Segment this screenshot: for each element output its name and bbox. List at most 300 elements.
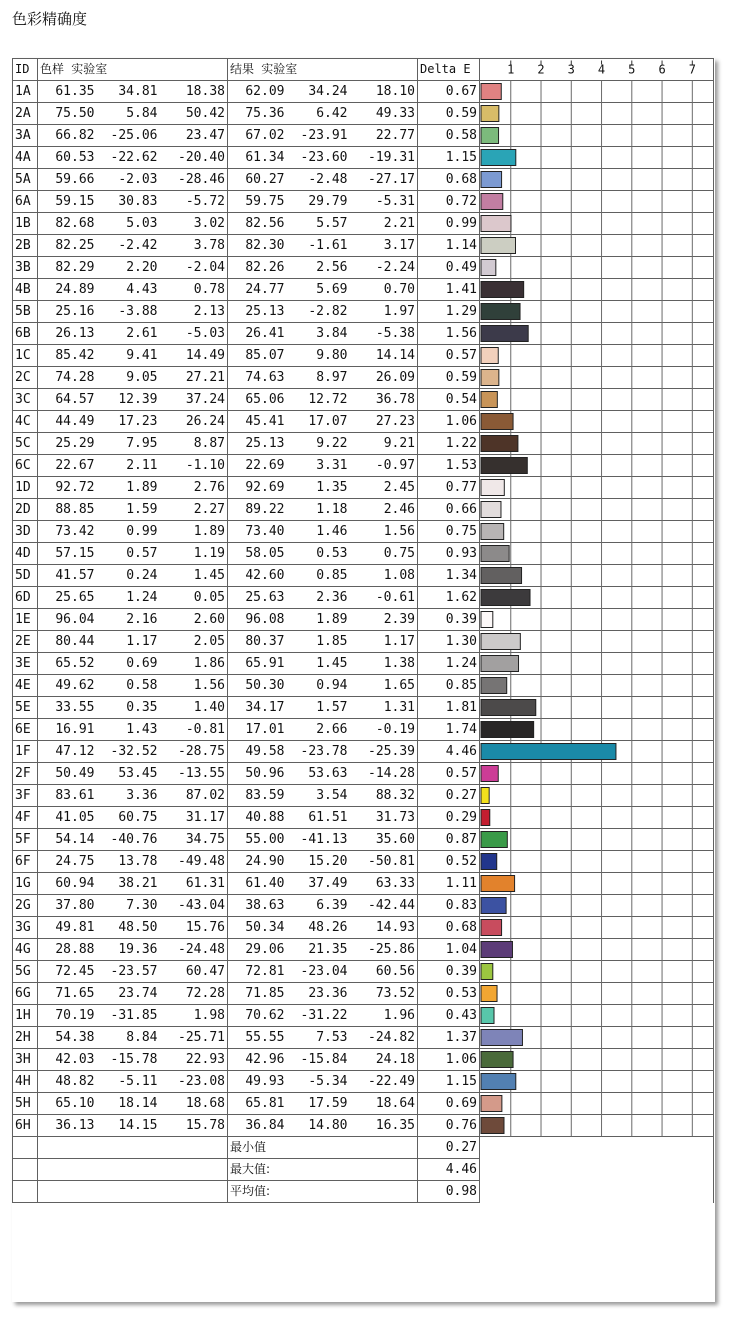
patch-id: 3A (13, 125, 38, 147)
sample-lab-b: 31.17 (160, 807, 228, 829)
result-lab-a: 1.18 (287, 499, 350, 521)
result-lab-a: 0.94 (287, 675, 350, 697)
sample-lab-b: 1.98 (160, 1005, 228, 1027)
delta-e-value: 0.67 (418, 81, 480, 103)
patch-id: 3F (13, 785, 38, 807)
sample-lab-l: 57.15 (38, 543, 97, 565)
bar-4b (481, 282, 524, 298)
result-lab-l: 82.26 (228, 257, 287, 279)
sample-lab-a: 0.35 (97, 697, 160, 719)
result-lab-b: 27.23 (350, 411, 418, 433)
delta-e-value: 0.39 (418, 609, 480, 631)
patch-id: 3D (13, 521, 38, 543)
delta-e-value: 1.34 (418, 565, 480, 587)
sample-lab-l: 50.49 (38, 763, 97, 785)
result-lab-a: 17.07 (287, 411, 350, 433)
result-lab-a: -2.82 (287, 301, 350, 323)
delta-e-value: 0.27 (418, 785, 480, 807)
header-delta: Delta E (418, 59, 480, 81)
delta-e-value: 0.93 (418, 543, 480, 565)
bar-4c (481, 414, 513, 430)
result-lab-l: 50.30 (228, 675, 287, 697)
result-lab-a: 9.22 (287, 433, 350, 455)
delta-e-value: 0.29 (418, 807, 480, 829)
result-lab-b: -0.61 (350, 587, 418, 609)
result-lab-a: 2.66 (287, 719, 350, 741)
sample-lab-a: 17.23 (97, 411, 160, 433)
result-lab-l: 24.77 (228, 279, 287, 301)
bar-5d (481, 568, 522, 584)
sample-lab-l: 33.55 (38, 697, 97, 719)
tick-label: 6 (658, 62, 666, 77)
result-lab-b: 2.39 (350, 609, 418, 631)
sample-lab-l: 42.03 (38, 1049, 97, 1071)
sample-lab-a: -15.78 (97, 1049, 160, 1071)
bar-3c (481, 392, 497, 408)
result-lab-a: 15.20 (287, 851, 350, 873)
result-lab-b: 2.46 (350, 499, 418, 521)
sample-lab-b: 2.76 (160, 477, 228, 499)
patch-id: 3G (13, 917, 38, 939)
result-lab-l: 29.06 (228, 939, 287, 961)
patch-id: 4F (13, 807, 38, 829)
patch-id: 3E (13, 653, 38, 675)
patch-id: 1B (13, 213, 38, 235)
result-lab-b: 1.56 (350, 521, 418, 543)
bar-5c (481, 436, 518, 452)
delta-e-value: 1.81 (418, 697, 480, 719)
sample-lab-b: -24.48 (160, 939, 228, 961)
bar-5h (481, 1096, 502, 1112)
result-lab-b: 1.65 (350, 675, 418, 697)
patch-id: 4E (13, 675, 38, 697)
sample-lab-b: -25.71 (160, 1027, 228, 1049)
result-lab-a: 17.59 (287, 1093, 350, 1115)
result-lab-a: 1.46 (287, 521, 350, 543)
delta-e-value: 0.72 (418, 191, 480, 213)
patch-id: 4B (13, 279, 38, 301)
sample-lab-a: 0.24 (97, 565, 160, 587)
sample-lab-b: -23.08 (160, 1071, 228, 1093)
delta-e-value: 0.57 (418, 345, 480, 367)
sample-lab-a: 34.81 (97, 81, 160, 103)
patch-id: 1E (13, 609, 38, 631)
patch-id: 5G (13, 961, 38, 983)
sample-lab-l: 25.29 (38, 433, 97, 455)
sample-lab-l: 96.04 (38, 609, 97, 631)
delta-e-value: 1.11 (418, 873, 480, 895)
bar-3g (481, 920, 502, 936)
delta-e-value: 0.87 (418, 829, 480, 851)
sample-lab-l: 65.52 (38, 653, 97, 675)
sample-lab-l: 83.61 (38, 785, 97, 807)
result-lab-l: 42.60 (228, 565, 287, 587)
delta-e-value: 0.66 (418, 499, 480, 521)
sample-lab-b: 1.19 (160, 543, 228, 565)
result-lab-a: 1.45 (287, 653, 350, 675)
delta-e-value: 0.49 (418, 257, 480, 279)
result-lab-a: 23.36 (287, 983, 350, 1005)
bar-3d (481, 524, 504, 540)
result-lab-a: 6.39 (287, 895, 350, 917)
patch-id: 5F (13, 829, 38, 851)
result-lab-b: -24.82 (350, 1027, 418, 1049)
patch-id: 1C (13, 345, 38, 367)
sample-lab-a: -32.52 (97, 741, 160, 763)
result-lab-a: 3.31 (287, 455, 350, 477)
sample-lab-a: 30.83 (97, 191, 160, 213)
sample-lab-l: 73.42 (38, 521, 97, 543)
delta-e-value: 0.59 (418, 367, 480, 389)
result-lab-a: 37.49 (287, 873, 350, 895)
result-lab-b: -0.19 (350, 719, 418, 741)
bar-5b (481, 304, 520, 320)
result-lab-b: 22.77 (350, 125, 418, 147)
result-lab-b: 0.70 (350, 279, 418, 301)
result-lab-l: 49.58 (228, 741, 287, 763)
sample-lab-b: 1.40 (160, 697, 228, 719)
bar-1h (481, 1008, 494, 1024)
result-lab-l: 65.06 (228, 389, 287, 411)
patch-id: 2F (13, 763, 38, 785)
patch-id: 2H (13, 1027, 38, 1049)
patch-id: 6F (13, 851, 38, 873)
result-lab-a: 5.57 (287, 213, 350, 235)
delta-e-value: 0.76 (418, 1115, 480, 1137)
patch-id: 3H (13, 1049, 38, 1071)
sample-lab-a: 60.75 (97, 807, 160, 829)
bar-3b (481, 260, 496, 276)
sample-lab-l: 16.91 (38, 719, 97, 741)
sample-lab-b: -28.75 (160, 741, 228, 763)
patch-id: 5H (13, 1093, 38, 1115)
sample-lab-b: 34.75 (160, 829, 228, 851)
bar-2h (481, 1030, 522, 1046)
result-lab-b: -25.39 (350, 741, 418, 763)
sample-lab-b: 22.93 (160, 1049, 228, 1071)
tick-label: 4 (597, 62, 606, 77)
tick-label: 7 (688, 62, 696, 77)
result-lab-b: -22.49 (350, 1071, 418, 1093)
sample-lab-a: 1.43 (97, 719, 160, 741)
delta-e-value: 1.53 (418, 455, 480, 477)
bar-6d (481, 590, 530, 606)
result-lab-b: -5.38 (350, 323, 418, 345)
sample-lab-l: 65.10 (38, 1093, 97, 1115)
result-lab-b: 14.14 (350, 345, 418, 367)
sample-lab-l: 48.82 (38, 1071, 97, 1093)
summary-label: 平均值: (228, 1181, 418, 1203)
bar-3e (481, 656, 519, 672)
result-lab-b: 16.35 (350, 1115, 418, 1137)
result-lab-a: -5.34 (287, 1071, 350, 1093)
result-lab-b: 36.78 (350, 389, 418, 411)
patch-id: 1G (13, 873, 38, 895)
header-result: 结果 实验室 (228, 59, 418, 81)
sample-lab-b: 27.21 (160, 367, 228, 389)
result-lab-a: 2.56 (287, 257, 350, 279)
bar-4f (481, 810, 490, 826)
patch-id: 6D (13, 587, 38, 609)
patch-id: 2G (13, 895, 38, 917)
sample-lab-l: 26.13 (38, 323, 97, 345)
patch-id: 1F (13, 741, 38, 763)
result-lab-l: 40.88 (228, 807, 287, 829)
bar-2c (481, 370, 499, 386)
result-lab-b: 73.52 (350, 983, 418, 1005)
result-lab-l: 96.08 (228, 609, 287, 631)
delta-e-value: 0.52 (418, 851, 480, 873)
result-lab-a: 5.69 (287, 279, 350, 301)
sample-lab-b: -5.72 (160, 191, 228, 213)
result-lab-a: 9.80 (287, 345, 350, 367)
sample-lab-a: 4.43 (97, 279, 160, 301)
result-lab-a: -23.91 (287, 125, 350, 147)
bar-6e (481, 722, 534, 738)
delta-e-value: 1.30 (418, 631, 480, 653)
bar-2f (481, 766, 498, 782)
result-lab-l: 62.09 (228, 81, 287, 103)
result-lab-l: 55.55 (228, 1027, 287, 1049)
sample-lab-l: 70.19 (38, 1005, 97, 1027)
bar-5f (481, 832, 507, 848)
result-lab-b: 63.33 (350, 873, 418, 895)
patch-id: 3C (13, 389, 38, 411)
delta-e-value: 0.68 (418, 169, 480, 191)
result-lab-l: 85.07 (228, 345, 287, 367)
tick-label: 3 (567, 62, 575, 77)
result-lab-b: -27.17 (350, 169, 418, 191)
bar-4a (481, 150, 516, 166)
patch-id: 2E (13, 631, 38, 653)
result-lab-l: 25.13 (228, 301, 287, 323)
sample-lab-b: 60.47 (160, 961, 228, 983)
bar-2d (481, 502, 501, 518)
sample-lab-l: 59.15 (38, 191, 97, 213)
patch-id: 2A (13, 103, 38, 125)
result-lab-b: 1.96 (350, 1005, 418, 1027)
patch-id: 5A (13, 169, 38, 191)
sample-lab-a: -23.57 (97, 961, 160, 983)
sample-lab-b: -20.40 (160, 147, 228, 169)
bar-1b (481, 216, 511, 232)
patch-id: 1A (13, 81, 38, 103)
patch-id: 6E (13, 719, 38, 741)
delta-e-value: 1.62 (418, 587, 480, 609)
patch-id: 4H (13, 1071, 38, 1093)
result-lab-l: 17.01 (228, 719, 287, 741)
sample-lab-b: 0.05 (160, 587, 228, 609)
sample-lab-b: 26.24 (160, 411, 228, 433)
delta-e-value: 1.37 (418, 1027, 480, 1049)
sample-lab-l: 82.29 (38, 257, 97, 279)
result-lab-a: -1.61 (287, 235, 350, 257)
bar-1a (481, 84, 501, 100)
result-lab-a: 34.24 (287, 81, 350, 103)
sample-lab-l: 47.12 (38, 741, 97, 763)
sample-lab-a: 0.69 (97, 653, 160, 675)
result-lab-l: 26.41 (228, 323, 287, 345)
sample-lab-l: 24.75 (38, 851, 97, 873)
sample-lab-l: 88.85 (38, 499, 97, 521)
sample-lab-l: 44.49 (38, 411, 97, 433)
summary-label: 最大值: (228, 1159, 418, 1181)
result-lab-b: 0.75 (350, 543, 418, 565)
delta-e-value: 1.04 (418, 939, 480, 961)
sample-lab-l: 71.65 (38, 983, 97, 1005)
result-lab-b: -25.86 (350, 939, 418, 961)
result-lab-a: -23.60 (287, 147, 350, 169)
delta-e-value: 1.14 (418, 235, 480, 257)
result-lab-a: -31.22 (287, 1005, 350, 1027)
delta-e-value: 1.15 (418, 147, 480, 169)
sample-lab-a: 23.74 (97, 983, 160, 1005)
bar-1f (481, 744, 616, 760)
result-lab-l: 89.22 (228, 499, 287, 521)
result-lab-a: -2.48 (287, 169, 350, 191)
sample-lab-b: 3.78 (160, 235, 228, 257)
result-lab-l: 70.62 (228, 1005, 287, 1027)
result-lab-a: 21.35 (287, 939, 350, 961)
delta-e-value: 1.74 (418, 719, 480, 741)
result-lab-a: 53.63 (287, 763, 350, 785)
sample-lab-l: 25.16 (38, 301, 97, 323)
sample-lab-l: 85.42 (38, 345, 97, 367)
result-lab-b: 49.33 (350, 103, 418, 125)
result-lab-a: 2.36 (287, 587, 350, 609)
result-lab-a: 1.57 (287, 697, 350, 719)
bar-5e (481, 700, 536, 716)
sample-lab-l: 54.14 (38, 829, 97, 851)
patch-id: 1D (13, 477, 38, 499)
sample-lab-b: 2.05 (160, 631, 228, 653)
sample-lab-l: 41.05 (38, 807, 97, 829)
sample-lab-a: 7.95 (97, 433, 160, 455)
sample-lab-l: 49.81 (38, 917, 97, 939)
bar-1e (481, 612, 493, 628)
bar-6a (481, 194, 503, 210)
sample-lab-a: 2.16 (97, 609, 160, 631)
result-lab-b: 31.73 (350, 807, 418, 829)
result-lab-b: -19.31 (350, 147, 418, 169)
delta-e-value: 1.06 (418, 1049, 480, 1071)
result-lab-l: 74.63 (228, 367, 287, 389)
sample-lab-a: 9.41 (97, 345, 160, 367)
sample-lab-b: 15.78 (160, 1115, 228, 1137)
patch-id: 1H (13, 1005, 38, 1027)
delta-e-value: 0.69 (418, 1093, 480, 1115)
delta-e-value: 1.15 (418, 1071, 480, 1093)
delta-e-value: 0.57 (418, 763, 480, 785)
sample-lab-b: 0.78 (160, 279, 228, 301)
sample-lab-a: -40.76 (97, 829, 160, 851)
patch-id: 4D (13, 543, 38, 565)
bar-4g (481, 942, 512, 958)
delta-e-value: 0.59 (418, 103, 480, 125)
result-lab-l: 36.84 (228, 1115, 287, 1137)
result-lab-l: 45.41 (228, 411, 287, 433)
patch-id: 5C (13, 433, 38, 455)
bar-2a (481, 106, 499, 122)
result-lab-b: -42.44 (350, 895, 418, 917)
result-lab-a: 0.85 (287, 565, 350, 587)
sample-lab-a: 0.99 (97, 521, 160, 543)
delta-e-value: 0.85 (418, 675, 480, 697)
delta-e-value: 0.39 (418, 961, 480, 983)
result-lab-l: 25.63 (228, 587, 287, 609)
result-lab-l: 60.27 (228, 169, 287, 191)
sample-lab-a: 5.03 (97, 213, 160, 235)
bar-4h (481, 1074, 516, 1090)
sample-lab-a: -2.42 (97, 235, 160, 257)
delta-e-value: 1.24 (418, 653, 480, 675)
sample-lab-b: 15.76 (160, 917, 228, 939)
sample-lab-l: 60.53 (38, 147, 97, 169)
delta-e-value: 1.06 (418, 411, 480, 433)
sample-lab-a: 5.84 (97, 103, 160, 125)
sample-lab-a: -2.03 (97, 169, 160, 191)
patch-id: 3B (13, 257, 38, 279)
sample-lab-a: 48.50 (97, 917, 160, 939)
result-lab-b: 88.32 (350, 785, 418, 807)
result-lab-l: 92.69 (228, 477, 287, 499)
result-lab-a: 12.72 (287, 389, 350, 411)
sample-lab-l: 24.89 (38, 279, 97, 301)
result-lab-b: 1.38 (350, 653, 418, 675)
result-lab-l: 22.69 (228, 455, 287, 477)
sample-lab-l: 37.80 (38, 895, 97, 917)
patch-id: 6C (13, 455, 38, 477)
result-lab-a: 1.89 (287, 609, 350, 631)
bar-4e (481, 678, 507, 694)
bar-2e (481, 634, 520, 650)
sample-lab-a: 19.36 (97, 939, 160, 961)
result-lab-b: 1.08 (350, 565, 418, 587)
result-lab-b: 1.17 (350, 631, 418, 653)
sample-lab-b: 8.87 (160, 433, 228, 455)
result-lab-l: 59.75 (228, 191, 287, 213)
result-lab-b: -5.31 (350, 191, 418, 213)
sample-lab-l: 41.57 (38, 565, 97, 587)
summary-value: 4.46 (418, 1159, 480, 1181)
result-lab-l: 83.59 (228, 785, 287, 807)
sample-lab-b: -0.81 (160, 719, 228, 741)
sample-lab-b: 61.31 (160, 873, 228, 895)
sample-lab-a: 38.21 (97, 873, 160, 895)
bar-6h (481, 1118, 504, 1134)
delta-e-value: 0.68 (418, 917, 480, 939)
delta-e-value: 0.83 (418, 895, 480, 917)
sample-lab-a: 1.59 (97, 499, 160, 521)
result-lab-a: 8.97 (287, 367, 350, 389)
result-lab-b: -0.97 (350, 455, 418, 477)
result-lab-l: 55.00 (228, 829, 287, 851)
sample-lab-l: 61.35 (38, 81, 97, 103)
result-lab-l: 73.40 (228, 521, 287, 543)
sample-lab-a: 7.30 (97, 895, 160, 917)
sample-lab-l: 66.82 (38, 125, 97, 147)
summary-label: 最小值 (228, 1137, 418, 1159)
sample-lab-b: 2.27 (160, 499, 228, 521)
result-lab-b: -2.24 (350, 257, 418, 279)
sample-lab-b: -13.55 (160, 763, 228, 785)
result-lab-a: -41.13 (287, 829, 350, 851)
sample-lab-b: -28.46 (160, 169, 228, 191)
sample-lab-a: -3.88 (97, 301, 160, 323)
result-lab-l: 75.36 (228, 103, 287, 125)
sample-lab-l: 36.13 (38, 1115, 97, 1137)
bar-2g (481, 898, 506, 914)
